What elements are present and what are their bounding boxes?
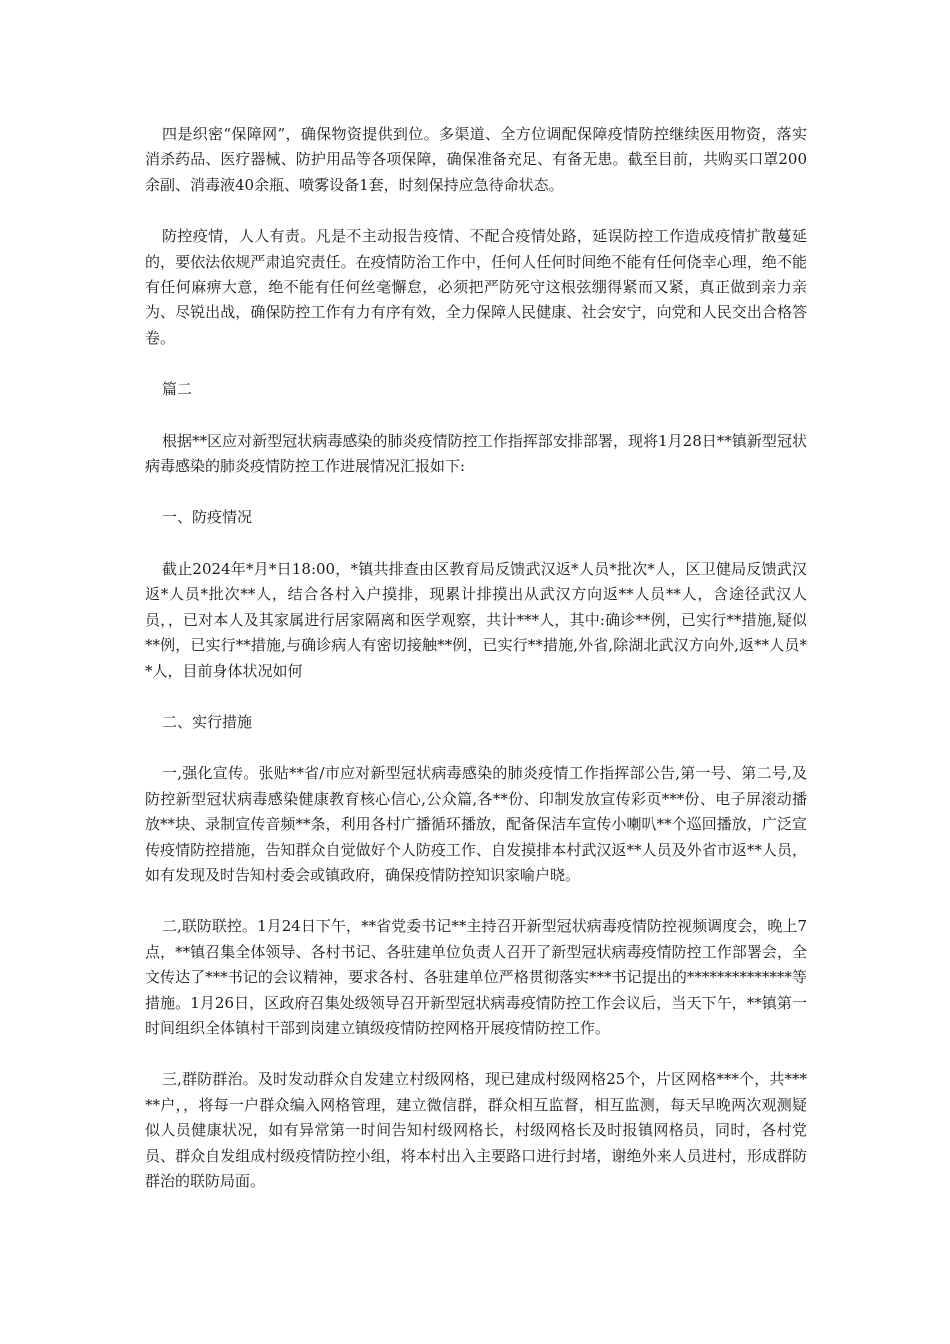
section-heading-epidemic-status: 一、防疫情况 [162,508,253,527]
paragraph-epidemic-status: 截止2024年*月*日18:00，*镇共排查由区教育局反馈武汉返*人员*批次*人，区卫健局反馈武汉返*人员*批次**人，结合各村入户摸排，现累计排摸出从武汉方向返**人员**人，含途径武汉人员，，已对本人及其家属进行居家隔离和医学观察，共计***人，其中:确诊**例，已实行**措施,疑似**例，已实行**措施,与确诊病人有密切接触**例，已实行**措施,外省,除湖北武汉方向外,返**人员**人，目前身体状况如何 [145,559,807,680]
paragraph-mass-prevention: 三,群防群治。及时发动群众自发建立村级网格，现已建成村级网格25个，片区网格***个，共*****户，，将每一户群众编入网格管理，建立微信群，群众相互监督，相互监测，每天早晚两次观测疑似人员健康状况，如有异常第一时间告知村级网格长，村级网格长及时报镇网格员，同时，各村党员、群众自发组成村级疫情防控小组，将本村出入主要路口进行封堵，谢绝外来人员进村，形成群防群治的联防局面。 [145,1070,807,1190]
paragraph-report-intro: 根据**区应对新型冠状病毒感染的肺炎疫情防控工作指挥部安排部署，现将1月28日**镇新型冠状病毒感染的肺炎疫情防控工作进展情况汇报如下: [145,431,807,476]
paragraph-joint-control: 二,联防联控。1月24日下午，**省党委书记**主持召开新型冠状病毒疫情防控视频调度会，晚上7点，**镇召集全体领导、各村书记、各驻建单位负责人召开了新型冠状病毒疫情防控工作部署会，全文传达了***书记的会议精神，要求各村、各驻建单位严格贯彻落实***书记提出的**************等措施。1月26日，区政府召集处级领导召开新型冠状病毒疫情防控工作会议后，当天下午，**镇第一时间组织全体镇村干部到岗建立镇级疫情防控网格开展疫情防控工作。 [145,917,807,1037]
paragraph-supply-guarantee: 四是织密“保障网”，确保物资提供到位。多渠道、全方位调配保障疫情防控继续医用物资，落实消杀药品、医疗器械、防护用品等各项保障，确保准备充足、有备无患。截至目前，共购买口罩200余副、消毒液40余瓶、喷雾设备1套，时刻保持应急待命状态。 [145,125,807,194]
paragraph-responsibility: 防控疫情，人人有责。凡是不主动报告疫情、不配合疫情处路，延误防控工作造成疫情扩散蔓延的，要依法依规严肃追究责任。在疫情防治工作中，任何人任何时间绝不能有任何侥幸心理，绝不能有任何麻痹大意，绝不能有任何丝毫懈怠，必须把严防死守这根弦绷得紧而又紧，真正做到亲力亲为、尽锐出战，确保防控工作有力有序有效，全力保障人民健康、社会安宁，向党和人民交出合格答卷。 [145,227,807,347]
paragraph-publicity: 一,强化宣传。张贴**省/市应对新型冠状病毒感染的肺炎疫情工作指挥部公告,第一号、第二号,及防控新型冠状病毒感染健康教育核心信心,公众篇,各**份、印制发放宣传彩页***份、电子屏滚动播放**块、录制宣传音频**条，利用各村广播循环播放，配备保洁车宣传小喇叭**个巡回播放，广泛宣传疫情防控措施，告知群众自觉做好个人防疫工作、自发摸排本村武汉返**人员及外省市返**人员，如有发现及时告知村委会或镇政府，确保疫情防控知识家喻户晓。 [145,764,807,884]
section-heading-part-two: 篇二 [162,380,193,399]
section-heading-measures: 二、实行措施 [162,712,253,731]
document-page [145,122,807,1220]
